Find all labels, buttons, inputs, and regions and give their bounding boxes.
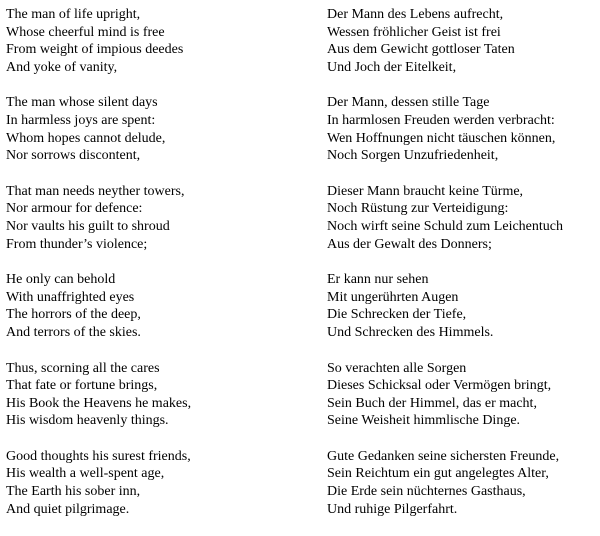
german-poem-column: [327, 6, 600, 536]
german-line: Aus der Gewalt des Donners;: [327, 236, 492, 252]
english-line: Thus, scorning all the cares: [6, 360, 160, 376]
english-line: And yoke of vanity,: [6, 59, 118, 75]
german-line: Sein Reichtum ein gut angelegtes Alter,: [327, 466, 549, 482]
english-line: From weight of impious deedes: [6, 42, 184, 58]
english-line: Whose cheerful mind is free: [6, 24, 165, 40]
german-line: Die Erde sein nüchternes Gasthaus,: [327, 484, 526, 500]
german-line: Aus dem Gewicht gottloser Taten: [327, 42, 515, 58]
english-line: The man of life upright,: [6, 7, 141, 22]
english-line: His wisdom heavenly things.: [6, 413, 169, 429]
english-line: He only can behold: [6, 272, 116, 288]
english-line: Nor sorrows discontent,: [6, 148, 141, 164]
german-line: Der Mann des Lebens aufrecht,: [327, 7, 504, 22]
english-stanza-5: [6, 360, 306, 430]
german-line: So verachten alle Sorgen: [327, 360, 467, 376]
german-line: Wessen fröhlicher Geist ist frei: [327, 24, 501, 40]
german-line: Die Schrecken der Tiefe,: [327, 307, 467, 323]
english-line: In harmless joys are spent:: [6, 112, 156, 128]
english-line: From thunder’s violence;: [6, 236, 148, 252]
german-stanza-6: [327, 448, 600, 518]
english-line: The Earth his sober inn,: [6, 484, 141, 500]
german-line: Und Joch der Eitelkeit,: [327, 59, 457, 75]
german-stanza-1: [327, 6, 600, 76]
english-line: His Book the Heavens he makes,: [6, 395, 192, 411]
english-line: Good thoughts his surest friends,: [6, 448, 191, 464]
german-line: Sein Buch der Himmel, das er macht,: [327, 395, 537, 411]
english-stanza-2: [6, 94, 306, 164]
german-line: Wen Hoffnungen nicht täuschen können,: [327, 130, 556, 146]
english-line: Whom hopes cannot delude,: [6, 130, 166, 146]
english-stanza-3: [6, 183, 306, 253]
english-line: The man whose silent days: [6, 95, 158, 111]
english-line: That fate or fortune brings,: [6, 378, 158, 394]
german-line: Und ruhige Pilgerfahrt.: [327, 501, 458, 517]
english-poem-column: [6, 6, 306, 536]
english-stanza-6: [6, 448, 306, 518]
german-line: Noch wirft seine Schuld zum Leichentuch: [327, 218, 563, 234]
english-stanza-1: [6, 6, 306, 76]
english-line: With unaffrighted eyes: [6, 289, 135, 305]
english-line: The horrors of the deep,: [6, 307, 141, 323]
german-line: Der Mann, dessen stille Tage: [327, 95, 490, 111]
german-stanza-5: [327, 360, 600, 430]
german-line: Mit ungerührten Augen: [327, 289, 459, 305]
german-line: Dieser Mann braucht keine Türme,: [327, 183, 524, 199]
english-line: That man needs neyther towers,: [6, 183, 185, 199]
german-line: Gute Gedanken seine sichersten Freunde,: [327, 448, 560, 464]
german-line: Und Schrecken des Himmels.: [327, 324, 494, 340]
german-stanza-2: [327, 94, 600, 164]
german-stanza-3: [327, 183, 600, 253]
german-line: In harmlosen Freuden werden verbracht:: [327, 112, 555, 128]
german-line: Er kann nur sehen: [327, 272, 429, 288]
english-line: His wealth a well-spent age,: [6, 466, 165, 482]
english-line: Nor vaults his guilt to shroud: [6, 218, 170, 234]
english-line: And terrors of the skies.: [6, 324, 141, 340]
german-line: Seine Weisheit himmlische Dinge.: [327, 413, 521, 429]
german-stanza-4: [327, 271, 600, 341]
german-line: Noch Sorgen Unzufriedenheit,: [327, 148, 499, 164]
english-stanza-4: [6, 271, 306, 341]
german-line: Noch Rüstung zur Verteidigung:: [327, 201, 509, 217]
english-line: Nor armour for defence:: [6, 201, 143, 217]
german-line: Dieses Schicksal oder Vermögen bringt,: [327, 378, 552, 394]
english-line: And quiet pilgrimage.: [6, 501, 130, 517]
